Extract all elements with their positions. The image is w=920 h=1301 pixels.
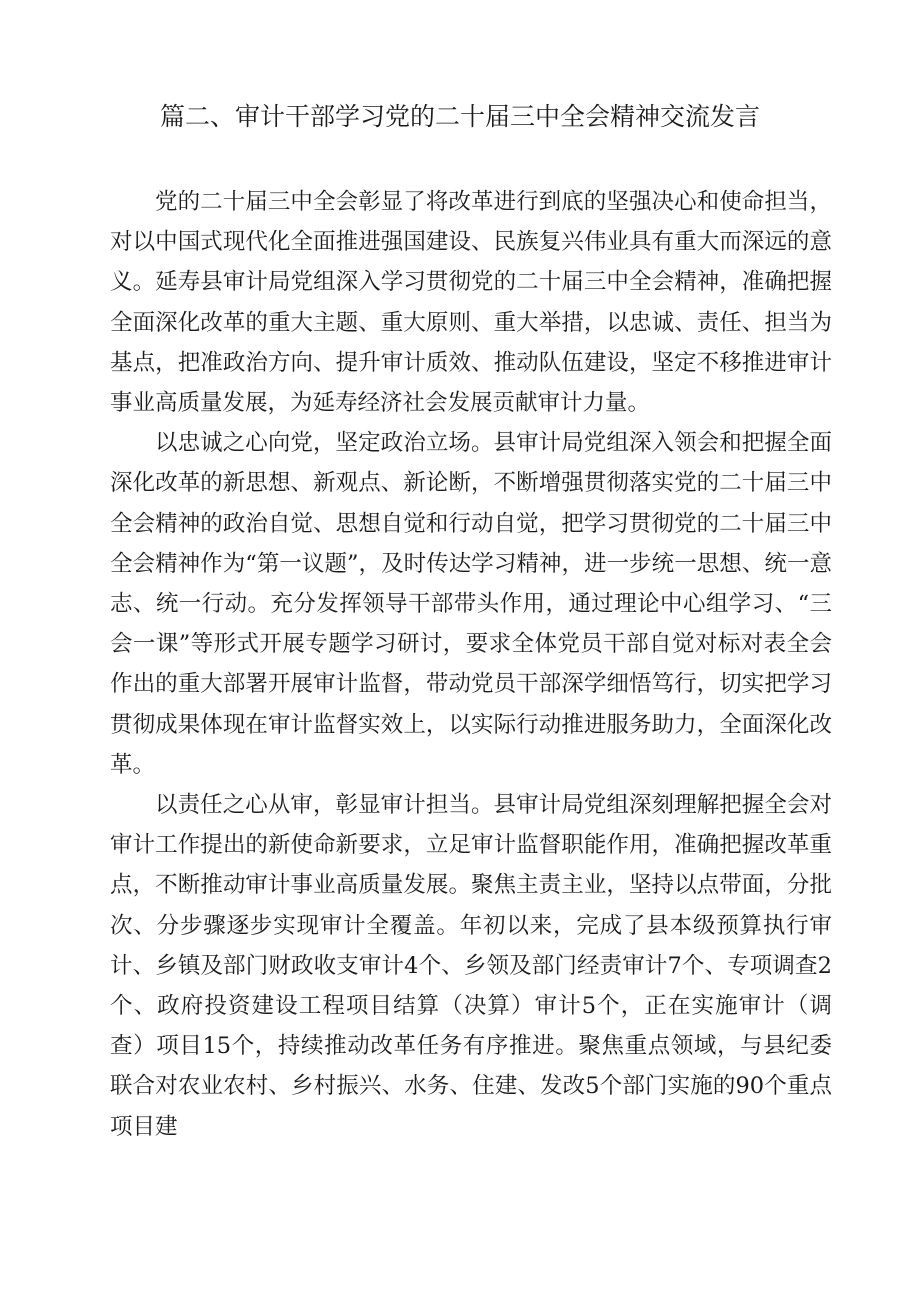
document-title: 篇二、审计干部学习党的二十届三中全会精神交流发言 [159, 102, 760, 131]
paragraph-loyalty: 以忠诚之心向党，坚定政治立场。县审计局党组深入领会和把握全面深化改革的新思想、新观点、新论断，不断增强贯彻落实党的二十届三中全会精神的政治自觉、思想自觉和行动自觉，把学习贯彻党的二十届三中全会精神作为“第一议题”，及时传达学习精神，进一步统一思想、统一意志、统一行动。充分发挥领导干部带头作用，通过理论中心组学习、“三会一课”等形式开展专题学习研讨，要求全体党员干部自觉对标对表全会作出的重大部署开展审计监督，带动党员干部深学细悟笃行，切实把学习贯彻成果体现在审计监督实效上，以实际行动推进服务助力，全面深化改革。 [110, 430, 832, 778]
paragraph-intro: 党的二十届三中全会彰显了将改革进行到底的坚强决心和使命担当，对以中国式现代化全面推进强国建设、民族复兴伟业具有重大而深远的意义。延寿县审计局党组深入学习贯彻党的二十届三中全会精神，准确把握全面深化改革的重大主题、重大原则、重大举措，以忠诚、责任、担当为基点，把准政治方向、提升审计质效、推动队伍建设，坚定不移推进审计事业高质量发展，为延寿经济社会发展贡献审计力量。 [110, 189, 832, 417]
document-body [110, 182, 832, 1147]
paragraph-responsibility: 以责任之心从审，彰显审计担当。县审计局党组深刻理解把握全会对审计工作提出的新使命新要求，立足审计监督职能作用，准确把握改革重点，不断推动审计事业高质量发展。聚焦主责主业，坚持以点带面，分批次、分步骤逐步实现审计全覆盖。年初以来，完成了县本级预算执行审计、乡镇及部门财政收支审计4个、乡领及部门经责审计7个、专项调查2个、政府投资建设工程项目结算（决算）审计5个，正在实施审计（调查）项目15个，持续推动改革任务有序推进。聚焦重点领域，与县纪委联合对农业农村、乡村振兴、水务、住建、发改5个部门实施的90个重点项目建 [110, 792, 832, 1140]
